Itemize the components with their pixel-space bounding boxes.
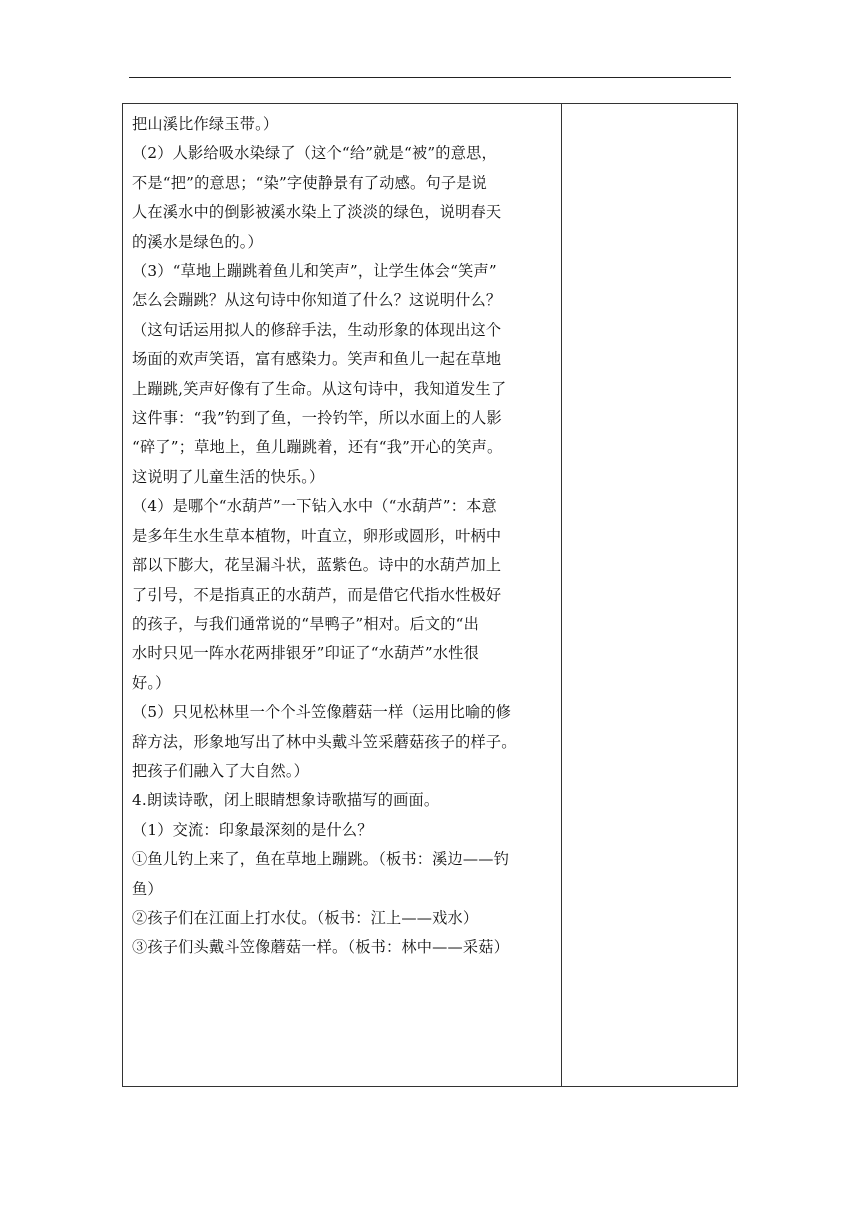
text-line: 的溪水是绿色的。）	[132, 232, 263, 251]
text-line: ①鱼儿钓上来了，鱼在草地上蹦跳。（板书：溪边——钓	[132, 850, 510, 869]
column-divider	[561, 104, 562, 1086]
text-line: 鱼）	[132, 879, 163, 898]
text-line: “碎了”；草地上，鱼儿蹦跳着，还有“我”开心的笑声。	[132, 438, 503, 457]
text-line: 不是“把”的意思；“染”字使静景有了动感。句子是说	[132, 173, 487, 192]
text-line: （这句话运用拟人的修辞手法，生动形象的体现出这个	[132, 320, 502, 339]
lesson-content-cell	[132, 110, 558, 963]
text-line: 场面的欢声笑语，富有感染力。笑声和鱼儿一起在草地	[132, 350, 502, 369]
lesson-table	[122, 103, 738, 1087]
text-line: 怎么会蹦跳？从这句诗中你知道了什么？这说明什么？	[132, 291, 502, 310]
text-line: （4）是哪个“水葫芦”一下钻入水中（“水葫芦”：本意	[132, 497, 497, 516]
text-line: （1）交流：印象最深刻的是什么？	[132, 820, 373, 839]
text-line: 好。）	[132, 673, 171, 692]
text-line: 水时只见一阵水花两排银牙”印证了“水葫芦”水性很	[132, 644, 480, 663]
text-line: 了引号，不是指真正的水葫芦，而是借它代指水性极好	[132, 585, 502, 604]
text-line: 这说明了儿童生活的快乐。）	[132, 467, 325, 486]
header-rule	[129, 77, 731, 78]
text-line: 是多年生水生草本植物，叶直立，卵形或圆形，叶柄中	[132, 526, 502, 545]
text-line: 人在溪水中的倒影被溪水染上了淡淡的绿色，说明春天	[132, 203, 502, 222]
text-line: 部以下膨大，花呈漏斗状，蓝紫色。诗中的水葫芦加上	[132, 556, 502, 575]
text-line: ②孩子们在江面上打水仗。（板书：江上——戏水）	[132, 908, 479, 927]
text-line: 辞方法，形象地写出了林中头戴斗笠采蘑菇孩子的样子。	[132, 732, 517, 751]
text-line: 上蹦跳,笑声好像有了生命。从这句诗中，我知道发生了	[132, 379, 507, 398]
text-line: 的孩子，与我们通常说的“旱鸭子”相对。后文的“出	[132, 614, 480, 633]
text-line: 把孩子们融入了大自然。）	[132, 761, 310, 780]
text-line: （2）人影给吸水染绿了（这个“给”就是“被”的意思，	[132, 144, 497, 163]
text-line: （5）只见松林里一个个斗笠像蘑菇一样（运用比喻的修	[132, 703, 512, 722]
text-line: （3）“草地上蹦跳着鱼儿和笑声”，让学生体会“笑声”	[132, 262, 497, 281]
text-line: 把山溪比作绿玉带。）	[132, 115, 279, 133]
text-line: 4.朗读诗歌，闭上眼睛想象诗歌描写的画面。	[132, 791, 440, 810]
text-line: 这件事：“我”钓到了鱼，一拎钓竿，所以水面上的人影	[132, 409, 502, 428]
text-line: ③孩子们头戴斗笠像蘑菇一样。（板书：林中——采菇）	[132, 938, 510, 957]
